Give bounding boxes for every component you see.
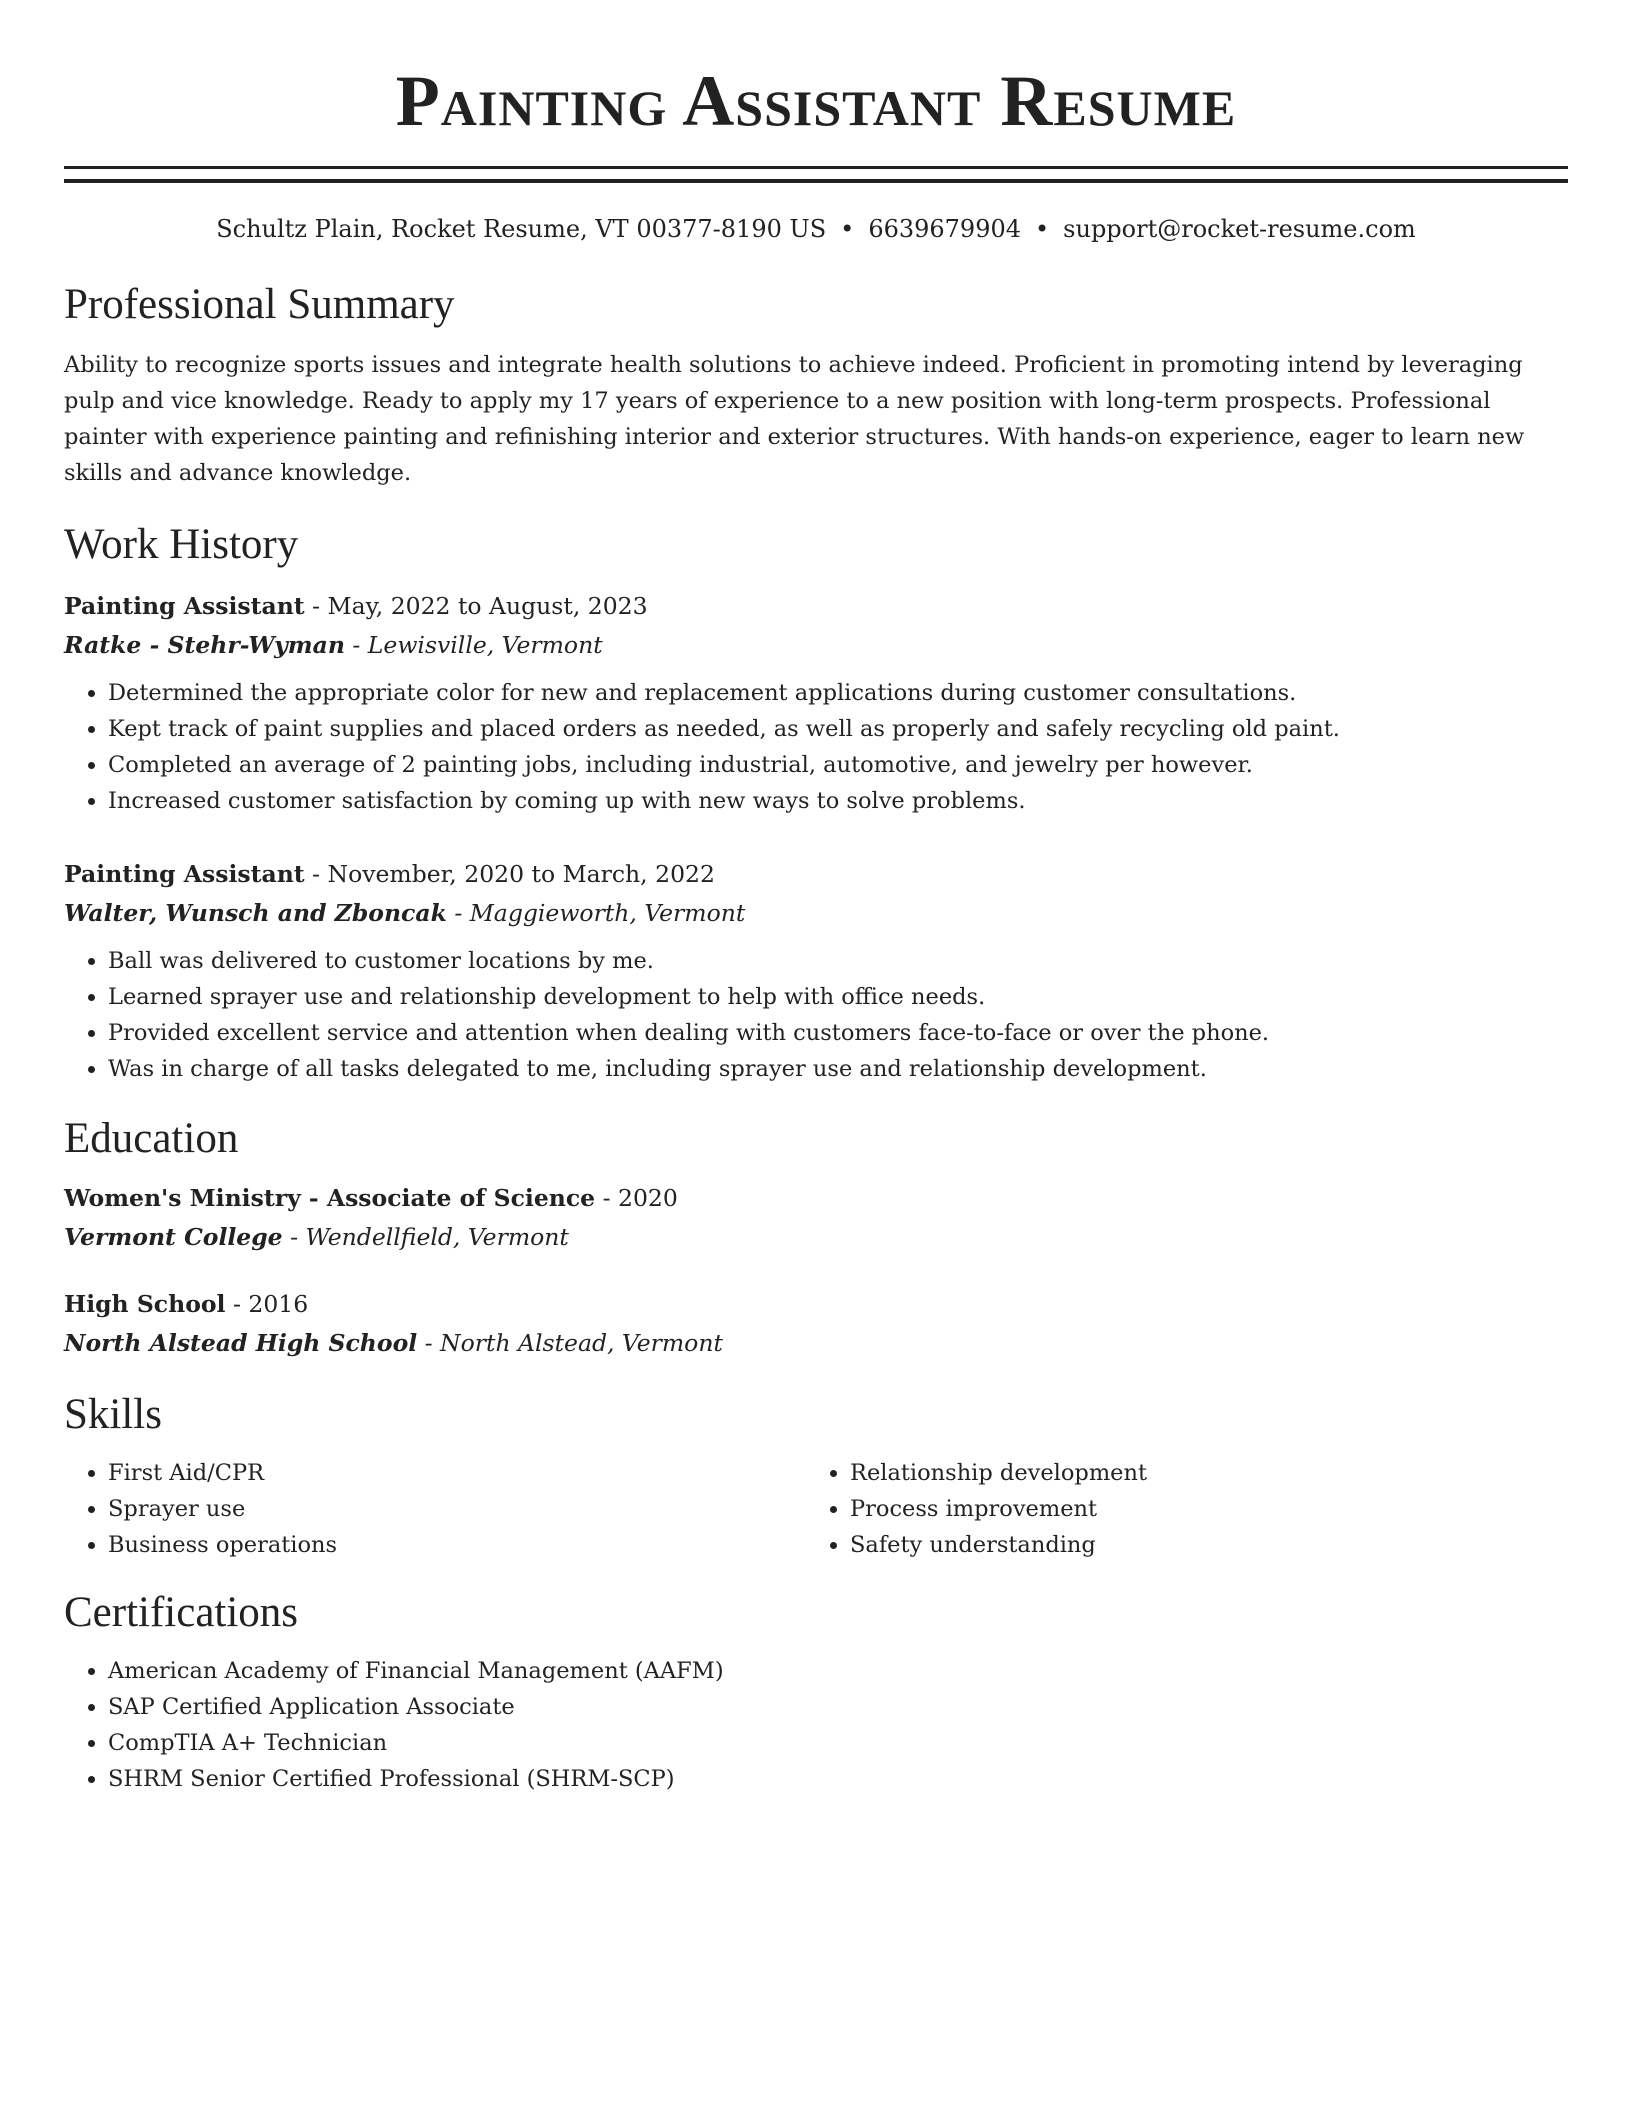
- job-dates: - May, 2022 to August, 2023: [304, 592, 648, 620]
- list-item: • SHRM Senior Certified Professional (SHRM-SCP): [108, 1761, 1568, 1797]
- contact-separator: •: [1035, 215, 1050, 243]
- title-divider: [64, 166, 1568, 183]
- job-company: Ratke - Stehr-Wyman: [64, 631, 345, 659]
- list-item: • Ball was delivered to customer locations by me.: [108, 943, 1568, 979]
- job-header: [64, 587, 1568, 625]
- job-header: [64, 855, 1568, 893]
- contact-address: Schultz Plain, Rocket Resume, VT 00377-8190 US: [216, 215, 827, 243]
- list-item: • Increased customer satisfaction by coming up with new ways to solve problems.: [108, 783, 1568, 819]
- job-company-line: [64, 625, 1568, 665]
- list-item: • Business operations: [108, 1527, 806, 1563]
- education-school: North Alstead High School: [64, 1329, 418, 1357]
- list-item: • Determined the appropriate color for new and replacement applications during customer consultations.: [108, 675, 1568, 711]
- list-item: • CompTIA A+ Technician: [108, 1725, 1568, 1761]
- list-item: • Completed an average of 2 painting jobs, including industrial, automotive, and jewelry per however.: [108, 747, 1568, 783]
- education-location: - Wendellfield, Vermont: [282, 1223, 569, 1251]
- skills-columns: [64, 1455, 1568, 1563]
- education-school-line: [64, 1217, 1568, 1257]
- list-item: • Relationship development: [850, 1455, 1548, 1491]
- work-history-heading: Work History: [64, 521, 299, 568]
- education-year: - 2020: [595, 1184, 678, 1212]
- job-bullets: [64, 675, 1568, 819]
- list-item: • Learned sprayer use and relationship development to help with office needs.: [108, 979, 1568, 1015]
- list-item: • American Academy of Financial Management (AAFM): [108, 1653, 1568, 1689]
- education-entry: [64, 1285, 1568, 1363]
- summary-heading: Professional Summary: [64, 281, 455, 328]
- summary-text: Ability to recognize sports issues and integrate health solutions to achieve indeed. Proficient in promoting intend by leveraging pulp and vice knowledge. Ready to apply my 17 years of experience to a new position with long-term prospects. Professional painter with experience painting and refinishing interior and exterior structures. With hands-on experience, eager to learn new skills and advance knowledge.: [64, 352, 1525, 486]
- education-location: - North Alstead, Vermont: [417, 1329, 723, 1357]
- education-degree: Women's Ministry - Associate of Science: [64, 1184, 596, 1212]
- job-company-line: [64, 893, 1568, 933]
- skills-heading: Skills: [64, 1391, 162, 1438]
- list-item: • Safety understanding: [850, 1527, 1548, 1563]
- resume-title: Painting Assistant Resume: [395, 61, 1237, 141]
- contact-phone: 6639679904: [868, 215, 1022, 243]
- certifications-section: [64, 1653, 1568, 1797]
- list-item: • Kept track of paint supplies and placed orders as needed, as well as properly and safely recycling old paint.: [108, 711, 1568, 747]
- education-year: - 2016: [225, 1290, 309, 1318]
- job-title: Painting Assistant: [64, 860, 305, 888]
- skills-list-right: [806, 1455, 1548, 1563]
- contact-line: [64, 213, 1568, 245]
- job-company: Walter, Wunsch and Zboncak: [64, 899, 447, 927]
- job-bullets: [64, 943, 1568, 1087]
- job-dates: - November, 2020 to March, 2022: [304, 860, 715, 888]
- job-entry: [64, 855, 1568, 1087]
- contact-email: support@rocket-resume.com: [1063, 215, 1416, 243]
- list-item: • SAP Certified Application Associate: [108, 1689, 1568, 1725]
- job-entry: [64, 587, 1568, 819]
- education-entry: [64, 1179, 1568, 1257]
- job-title: Painting Assistant: [64, 592, 305, 620]
- certifications-heading: Certifications: [64, 1589, 299, 1636]
- job-location: - Lewisville, Vermont: [344, 631, 603, 659]
- education-degree: High School: [64, 1290, 226, 1318]
- education-school: Vermont College: [64, 1223, 283, 1251]
- education-school-line: [64, 1323, 1568, 1363]
- resume-page: [64, 0, 1568, 1797]
- education-header: [64, 1179, 1568, 1217]
- job-location: - Maggieworth, Vermont: [446, 899, 746, 927]
- education-heading: Education: [64, 1115, 239, 1162]
- contact-separator: •: [840, 215, 855, 243]
- list-item: • First Aid/CPR: [108, 1455, 806, 1491]
- skills-list-left: [64, 1455, 806, 1563]
- list-item: • Sprayer use: [108, 1491, 806, 1527]
- education-header: [64, 1285, 1568, 1323]
- list-item: • Was in charge of all tasks delegated to me, including sprayer use and relationship development.: [108, 1051, 1568, 1087]
- list-item: • Provided excellent service and attention when dealing with customers face-to-face or over the phone.: [108, 1015, 1568, 1051]
- certifications-list: [64, 1653, 1568, 1797]
- list-item: • Process improvement: [850, 1491, 1548, 1527]
